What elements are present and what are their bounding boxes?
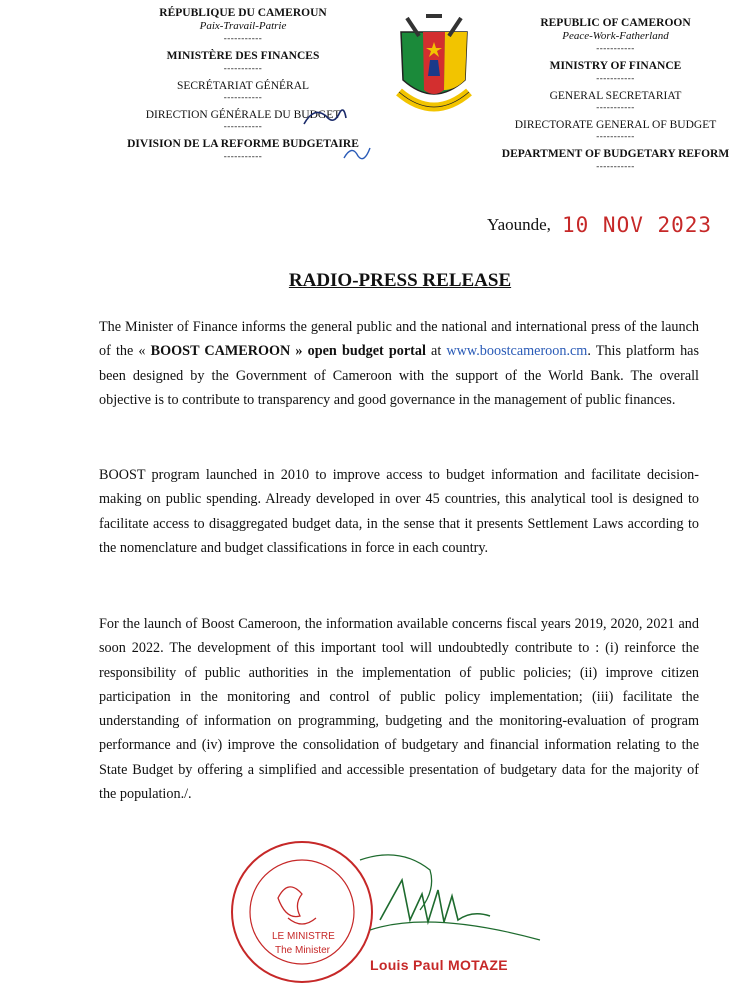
portal-link[interactable]: www.boostcameroon.cm [446,343,588,360]
date-stamp: 10 NOV 2023 [562,213,713,237]
separator: ----------- [223,91,263,102]
separator: ----------- [596,101,635,112]
motto-fr: Paix-Travail-Patrie [199,20,287,33]
place: Yaounde, [487,215,551,234]
ministry-en: MINISTRY OF FINANCE [549,60,682,73]
separator: ----------- [223,62,263,73]
separator: ----------- [223,150,263,161]
separator: ----------- [596,72,635,83]
paragraph-1-text: at [425,343,447,360]
coat-of-arms-icon [393,10,475,128]
directorate-en: DIRECTORATE GENERAL OF BUDGET [514,118,717,131]
department-en: DEPARTMENT OF BUDGETARY REFORM [501,148,730,161]
division-fr: DIVISION DE LA REFORME BUDGETAIRE [127,138,359,151]
republic-en: REPUBLIC OF CAMEROON [540,17,691,29]
signatory-name: Louis Paul MOTAZE [370,957,508,973]
secretariat-fr: SECRÉTARIAT GÉNÉRAL [176,79,310,92]
separator: ----------- [223,121,263,132]
paragraph-3: For the launch of Boost Cameroon, the information available concerns fiscal years 2019, 2020, 2021 and soon 2022. The development of this important tool will undoubtedly contribute to : (i) reinforce the responsibility of public authorities in the implementation of public policies; (ii) improve citizen participation in the monitoring and control of public policy implementation; (iii) facilitate the understanding of information on programming, budgeting and the monitoring-evaluation of program performance and (iv) improve the consolidation of budgetary and financial information relating to the State Budget by offering a simplified and accessible presentation of budgetary data for the majority of the population./. [99,616,699,803]
handwritten-initial-icon [340,140,376,166]
portal-name: BOOST CAMEROON » open budget portal [150,343,426,360]
stamp-title-fr: LE MINISTRE [272,931,335,942]
page-title: RADIO-PRESS RELEASE [288,270,512,291]
paragraph-1-text: The Minister of Finance informs the general public and the national and international press of the launch of the « [99,319,699,360]
paragraph-1-text: . This platform has been designed by the Government of Cameroon with the support of the World Bank. The overall objective is to contribute to transparency and good governance in the management of public finances. [99,343,700,408]
ministry-fr: MINISTÈRE DES FINANCES [166,50,320,63]
paragraph-1 [99,315,699,412]
motto-en: Peace-Work-Fatherland [562,30,669,43]
republic-fr: RÉPUBLIQUE DU CAMEROUN [159,7,327,19]
directorate-fr: DIRECTION GÉNÉRALE DU BUDGET [145,108,341,121]
paragraph-2: BOOST program launched in 2010 to improve access to budget information and facilitate decision-making on public spending. Already developed in over 45 countries, this analytical tool is designed to facilitate access to disaggregated budget data, in the sense that it presents Settlement Laws according to the nomenclature and budget classifications in force in each country. [99,467,699,556]
header-right [488,16,743,177]
stamp-title-en: The Minister [275,945,331,956]
separator: ----------- [596,160,635,171]
secretariat-en: GENERAL SECRETARIAT [549,89,682,102]
separator: ----------- [596,131,635,142]
separator: ----------- [223,33,263,44]
separator: ----------- [596,43,635,54]
signature-icon [340,850,560,960]
handwritten-initial-icon [300,104,350,134]
